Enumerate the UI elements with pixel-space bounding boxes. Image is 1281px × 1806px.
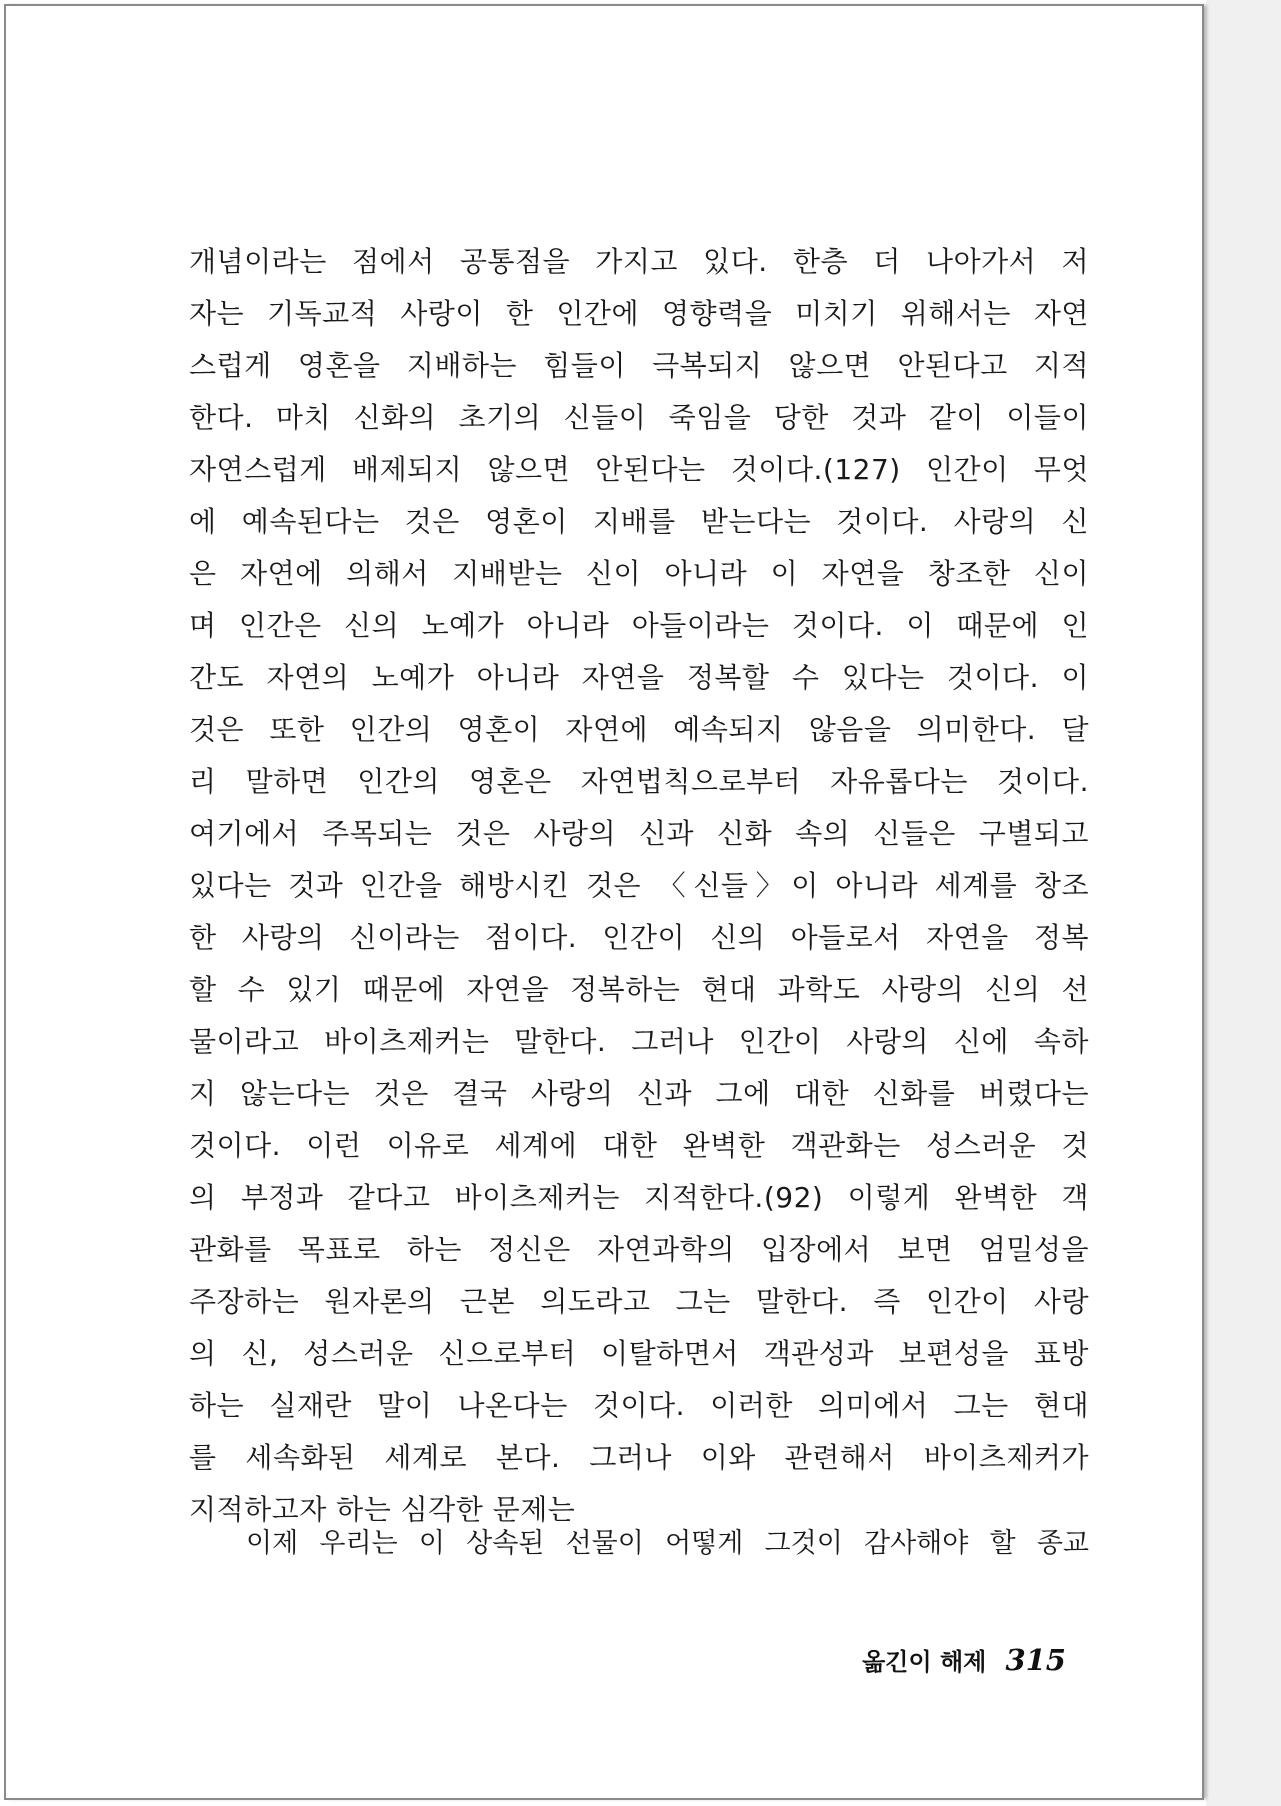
text-line: 것이다. 이런 이유로 세계에 대한 완벽한 객관화는 성스러운 것: [189, 1129, 1089, 1162]
text-line: 있다는 것과 인간을 해방시킨 것은 〈신들〉이 아니라 세계를 창조: [189, 869, 1089, 902]
body-text: [189, 236, 1089, 1536]
text-line: 지 않는다는 것은 결국 사랑의 신과 그에 대한 신화를 버렸다는: [189, 1077, 1089, 1110]
text-line: 것은 또한 인간의 영혼이 자연에 예속되지 않음을 의미한다. 달: [189, 713, 1089, 746]
text-line: 를 세속화된 세계로 본다. 그러나 이와 관련해서 바이츠제커가: [189, 1441, 1089, 1474]
running-footer-label: 옮긴이 해제: [862, 1648, 987, 1676]
text-line: 주장하는 원자론의 근본 의도라고 그는 말한다. 즉 인간이 사랑: [189, 1285, 1089, 1318]
text-line: 하는 실재란 말이 나온다는 것이다. 이러한 의미에서 그는 현대: [189, 1389, 1089, 1422]
block-quote-line: 이제 우리는 이 상속된 선물이 어떻게 그것이 감사해야 할 종교: [246, 1528, 1089, 1559]
text-line: 간도 자연의 노예가 아니라 자연을 정복할 수 있다는 것이다. 이: [189, 661, 1089, 694]
text-line: 물이라고 바이츠제커는 말한다. 그러나 인간이 사랑의 신에 속하: [189, 1025, 1089, 1058]
text-line: 한 사랑의 신이라는 점이다. 인간이 신의 아들로서 자연을 정복: [189, 921, 1089, 954]
viewer-background: [1206, 0, 1281, 1806]
page-footer: [806, 1638, 1066, 1682]
text-line: 은 자연에 의해서 지배받는 신이 아니라 이 자연을 창조한 신이: [189, 557, 1089, 590]
text-line: 자연스럽게 배제되지 않으면 안된다는 것이다.(127) 인간이 무엇: [189, 453, 1089, 486]
text-line: 의 부정과 같다고 바이츠제커는 지적한다.(92) 이렇게 완벽한 객: [189, 1181, 1089, 1214]
text-line: 관화를 목표로 하는 정신은 자연과학의 입장에서 보면 엄밀성을: [189, 1233, 1089, 1266]
text-line: 여기에서 주목되는 것은 사랑의 신과 신화 속의 신들은 구별되고: [189, 817, 1089, 850]
text-line: 며 인간은 신의 노예가 아니라 아들이라는 것이다. 이 때문에 인: [189, 609, 1089, 642]
book-page: [4, 4, 1204, 1800]
text-line: 스럽게 영혼을 지배하는 힘들이 극복되지 않으면 안된다고 지적: [189, 349, 1089, 382]
page-number: 315: [1005, 1643, 1066, 1677]
text-line: 한다. 마치 신화의 초기의 신들이 죽임을 당한 것과 같이 이들이: [189, 401, 1089, 434]
text-line: 개념이라는 점에서 공통점을 가지고 있다. 한층 더 나아가서 저: [189, 245, 1089, 278]
text-line: 할 수 있기 때문에 자연을 정복하는 현대 과학도 사랑의 신의 선: [189, 973, 1089, 1006]
text-line: 의 신, 성스러운 신으로부터 이탈하면서 객관성과 보편성을 표방: [189, 1337, 1089, 1370]
text-line: 리 말하면 인간의 영혼은 자연법칙으로부터 자유롭다는 것이다.: [189, 765, 1089, 798]
text-line: 지적하고자 하는 심각한 문제는: [189, 1493, 576, 1526]
text-line: 에 예속된다는 것은 영혼이 지배를 받는다는 것이다. 사랑의 신: [189, 505, 1089, 538]
text-line: 자는 기독교적 사랑이 한 인간에 영향력을 미치기 위해서는 자연: [189, 297, 1089, 330]
